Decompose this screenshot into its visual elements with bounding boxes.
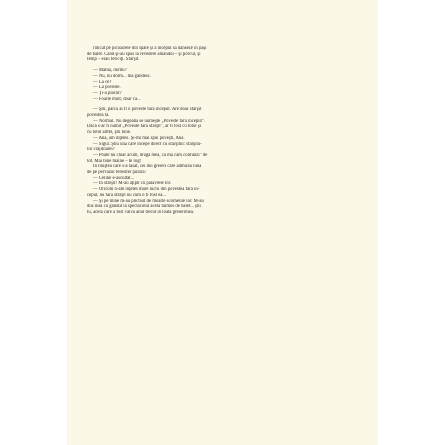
text-line: de balet. Când şi-au spus la revedere amândoi – şi porcul, şi (87, 51, 201, 57)
text-line: — Celine e-ascultat... (93, 175, 135, 181)
text-line: — Ştii, parcă ai fi o poveste fără început. Are doar sfârşit (93, 107, 202, 113)
text-line: ridicat pe picioarele din spate şi a început să danseze în paşi (93, 46, 207, 51)
text-line: tot. Mai bine mâine – te rog! (87, 158, 142, 164)
paragraph (87, 199, 360, 216)
text-line: de pe pervazul ferestrei ţârâiră: (87, 170, 146, 176)
text-line: — Sigur. Ştiu una care începe direct cu sfârşitul: sfârşitu- (93, 141, 202, 147)
text-line: — Nu, nu dorm... mă gândesc. (93, 73, 152, 79)
text-line: — Şi pe mine m-au plictisit de moarte scornelile lor. M-au (93, 198, 204, 204)
text-line: lui vrăjitoarei? (87, 147, 115, 153)
paragraph (87, 119, 360, 136)
text-line: — Aha, am înţeles. Şi-mi mai spui poveşti, Ana. (93, 135, 185, 141)
paragraph (87, 164, 360, 175)
text-line: — Foarte mult, doar că... (93, 96, 141, 102)
text-line: — În sfârşit! M-au aţipit cu palavrele lor. (93, 181, 172, 187)
text-line: fetiţa – erau fericiţi. Sfârşit. (87, 57, 140, 63)
text-line: povestea ta. (87, 113, 110, 119)
text-line: tu, acela care a fost valvă anul trecut în toată greierimea. (87, 209, 195, 215)
text-line: — Mama, dormi? (93, 68, 127, 74)
book-page (67, 0, 378, 445)
text-line: — Poate nu chiar acum, dragă mea, că mă cam confunzi" de (93, 152, 208, 158)
text-line: ceput, nu fără sfârşit nu cum o fi fost ea... (87, 192, 166, 198)
text-line: — Normal. Nu degeaba se numeşte „Poveste fără început". (93, 118, 206, 124)
text-line: — La ce? (93, 79, 112, 85)
paragraph (87, 187, 360, 198)
paragraph (87, 142, 360, 153)
text-line: — Oricum n-am înţeles mare lucru din povestea fără în- (93, 187, 200, 193)
text-line: Dacă s-ar fi numit „Poveste fără sfârşit", ar fi fost cu totul şi (87, 124, 201, 130)
paragraph (87, 107, 360, 118)
paragraph (87, 46, 360, 63)
text-line: — Ţi-a plăcut? (93, 90, 122, 96)
paragraph (87, 153, 360, 164)
text-line: În liniştea care s-a lăsat, cei doi greieri care admirau luna (93, 164, 202, 170)
text-line: dus însă cu gândul la spectacolul acela faimos de balet... ştii (87, 204, 201, 210)
text-line: — La poveste. (93, 85, 121, 91)
text-line: cu totul altfel, ştii bine. (87, 130, 132, 136)
